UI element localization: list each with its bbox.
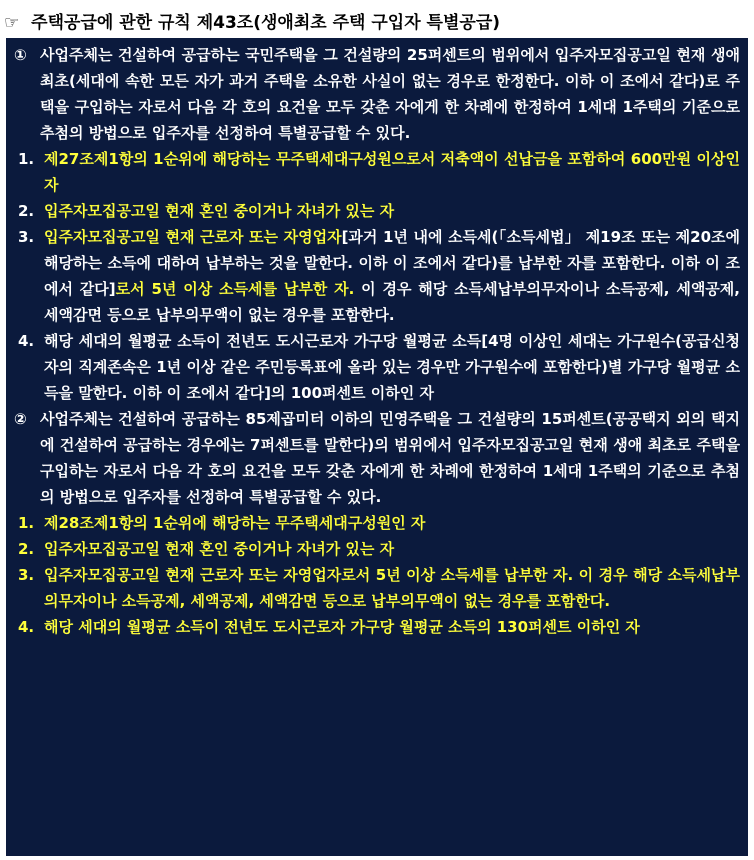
item-text: 입주자모집공고일 현재 혼인 중이거나 자녀가 있는 자: [44, 540, 395, 558]
item-number: 3.: [18, 566, 35, 584]
clause-text: 사업주체는 건설하여 공급하는 국민주택을 그 건설량의 25퍼센트의 범위에서 입주자모집공고일 현재 생애 최초(세대에 속한 모든 자가 과거 주택을 소유한 사실이 없는 경우로 한정한다. 이하 이 조에서 같다)로 주택을 구입하는 자로서 다음 각 호의 요건을 모두 갖춘 자에게 한 차례에 한정하여 1세대 1주택의 기준으로 추첨의 방법으로 입주자를 선정하여 특별공급할 수 있다.: [40, 46, 740, 142]
clause-1: [14, 42, 740, 146]
item-text: 제28조제1항의 1순위에 해당하는 무주택세대구성원인 자: [44, 514, 426, 532]
list-item: [14, 224, 740, 328]
article-panel: [6, 38, 748, 856]
item-number: 1.: [18, 514, 35, 532]
item-number: 4.: [18, 618, 35, 636]
list-item: [14, 146, 740, 198]
list-item: [14, 328, 740, 406]
list-item: [14, 510, 740, 536]
item-number: 4.: [18, 332, 35, 350]
item-text: [44, 224, 740, 328]
item-number: 1.: [18, 150, 35, 168]
list-item: [14, 198, 740, 224]
item-number: 3.: [18, 228, 35, 246]
item-text-detail: 이 경우 해당 소득세납부의무자이나 소득공제, 세액공제, 세액감면 등으로 납부의무액이 없는 경우를 포함한다.: [44, 280, 740, 324]
item-text: 입주자모집공고일 현재 혼인 중이거나 자녀가 있는 자: [44, 202, 395, 220]
list-item: [14, 562, 740, 614]
item-number: 2.: [18, 202, 35, 220]
list-item: [14, 536, 740, 562]
item-text: 해당 세대의 월평균 소득이 전년도 도시근로자 가구당 월평균 소득의 130퍼센트 이하인 자: [44, 618, 640, 636]
list-item: [14, 614, 740, 640]
item-text-highlight: 입주자모집공고일 현재 근로자 또는 자영업자: [44, 228, 342, 246]
clause-number: ②: [14, 410, 27, 428]
clause-text: 사업주체는 건설하여 공급하는 85제곱미터 이하의 민영주택을 그 건설량의 15퍼센트(공공택지 외의 택지에 건설하여 공급하는 경우에는 7퍼센트를 말한다)의 범위에서 입주자모집공고일 현재 생애 최초로 주택을 구입하는 자로서 다음 각 호의 요건을 모두 갖춘 자에게 한 차례에 한정하여 1세대 1주택의 기준으로 추첨의 방법으로 입주자를 선정하여 특별공급할 수 있다.: [40, 410, 740, 506]
clause-number: ①: [14, 46, 27, 64]
pointing-hand-icon: ☞: [4, 13, 20, 33]
item-text-detail: [과거 1년 내에 소득세(「소득세법」 제19조 또는 제20조에 해당하는 소득에 대하여 납부하는 것을 말한다. 이하 이 조에서 같다)를 납부한 자를 포함한다. 이하 이 조에서 같다]: [44, 228, 740, 298]
item-text: 입주자모집공고일 현재 근로자 또는 자영업자로서 5년 이상 소득세를 납부한 자. 이 경우 해당 소득세납부의무자이나 소득공제, 세액공제, 세액감면 등으로 납부의무액이 없는 경우를 포함한다.: [44, 566, 740, 610]
page-title: 주택공급에 관한 규칙 제43조(생애최초 주택 구입자 특별공급): [31, 13, 501, 33]
page-header: [0, 0, 754, 38]
item-text-highlight: 로서 5년 이상 소득세를 납부한 자.: [115, 280, 355, 298]
item-text: 해당 세대의 월평균 소득이 전년도 도시근로자 가구당 월평균 소득[4명 이상인 세대는 가구원수(공급신청자의 직계존속은 1년 이상 같은 주민등록표에 올라 있는 경우만 가구원수에 포함한다)별 가구당 월평균 소득을 말한다. 이하 이 조에서 같다]의 100퍼센트 이하인 자: [44, 332, 740, 402]
clause-2: [14, 406, 740, 510]
item-text: 제27조제1항의 1순위에 해당하는 무주택세대구성원으로서 저축액이 선납금을 포함하여 600만원 이상인 자: [44, 150, 740, 194]
item-number: 2.: [18, 540, 35, 558]
